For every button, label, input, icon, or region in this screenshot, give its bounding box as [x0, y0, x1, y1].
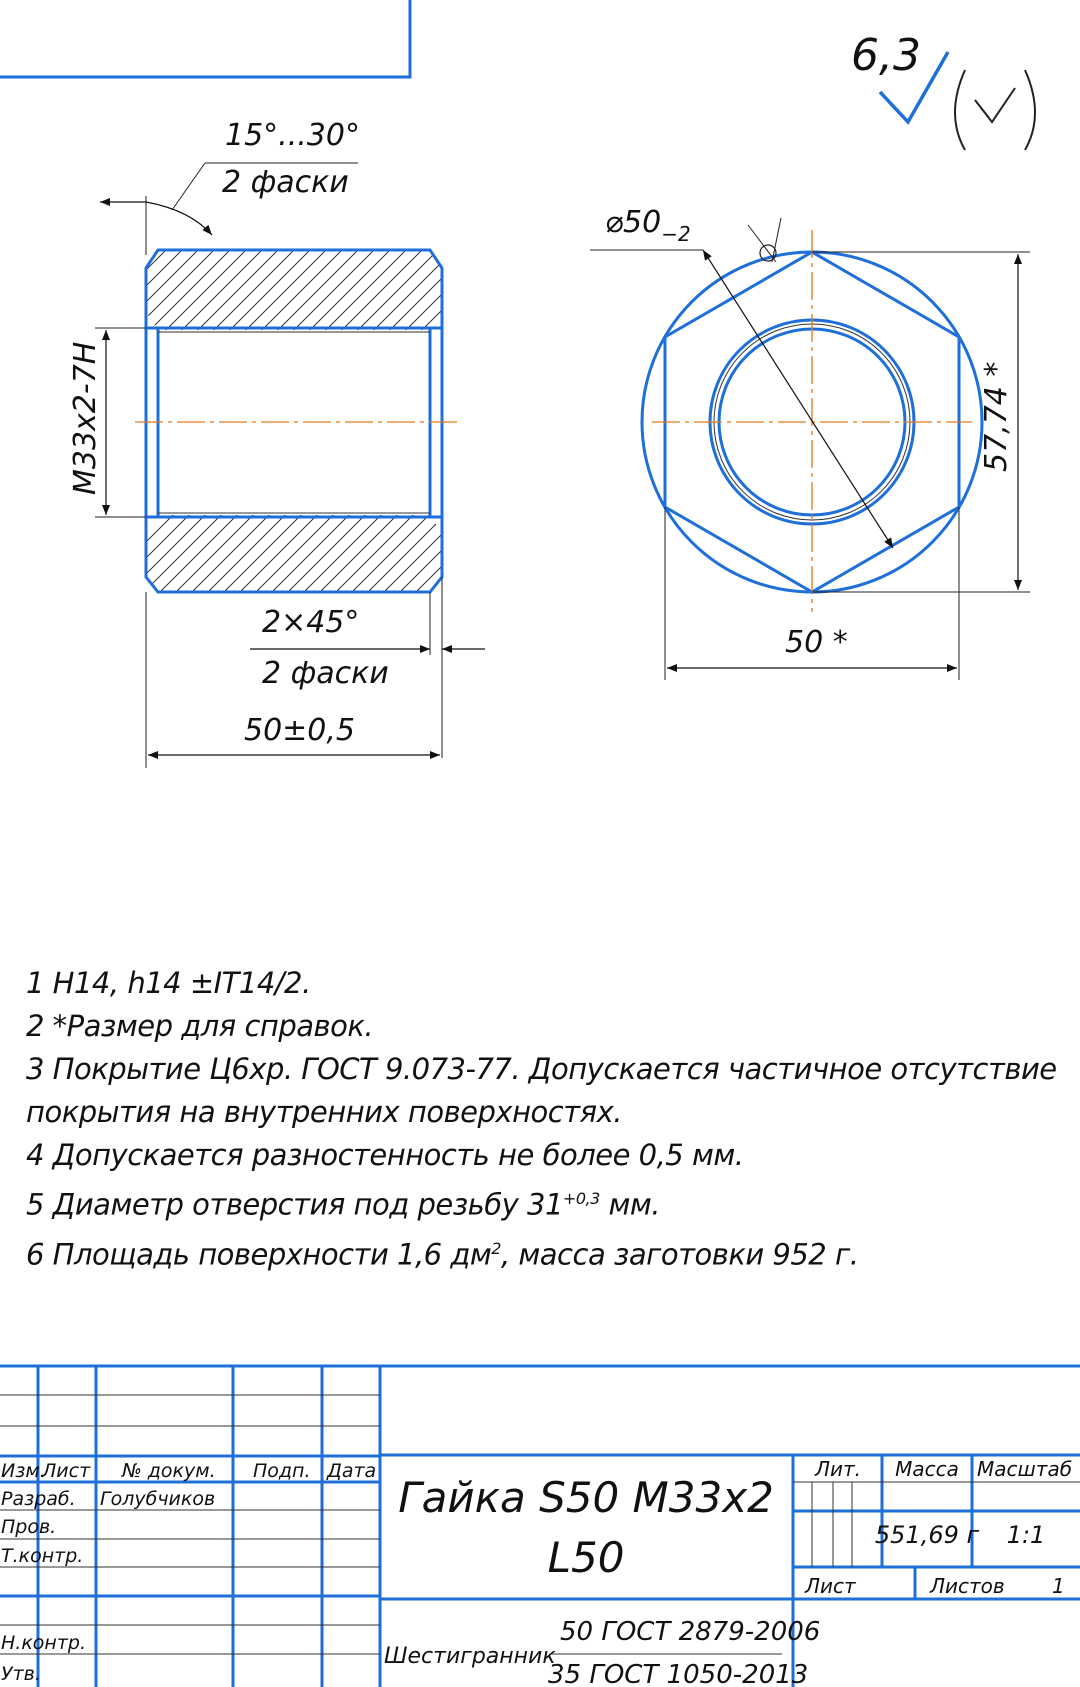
diameter-dimension: $⌀50_{-2}$ — [605, 205, 691, 246]
diameter-tolerance: −2 — [661, 222, 691, 246]
lit-label: Лит. — [814, 1457, 862, 1481]
scale-label: Масштаб — [977, 1457, 1073, 1481]
note-5: 5 Диаметр отверстия под резьбу $31^{+0,3}$ мм. — [26, 1187, 660, 1222]
sheet-label: Лист — [805, 1574, 856, 1598]
header-izm: Изм. — [1, 1460, 46, 1482]
note-6: 6 Площадь поверхности 1,6 $дм^2$, масса заготовки 952 г. — [26, 1237, 859, 1272]
height-dimension: 57,74 * — [979, 361, 1014, 472]
note-1: 1 H14, h14 ±IT14/2. — [26, 966, 311, 1000]
developer-name: Голубчиков — [100, 1488, 216, 1510]
scale-value: 1:1 — [1006, 1521, 1046, 1549]
thread-dimension: M33x2-7H — [68, 341, 103, 495]
role-tkontr: Т.контр. — [1, 1545, 84, 1567]
chamfer-size: 2×45° — [262, 605, 360, 640]
mass-label: Масса — [895, 1457, 959, 1481]
roughness-value: 6,3 — [851, 30, 921, 81]
note-4: 4 Допускается разностенность не более 0,5 мм. — [26, 1138, 744, 1172]
header-list: Лист — [42, 1460, 91, 1482]
part-title-line2: L50 — [547, 1533, 625, 1582]
chamfer-angle: 15°...30° — [225, 118, 360, 153]
role-prov: Пров. — [1, 1516, 57, 1538]
role-nkontr: Н.контр. — [1, 1632, 87, 1654]
material-top: 50 ГОСТ 2879-2006 — [560, 1617, 821, 1647]
note-3: 3 Покрытие Ц6хр. ГОСТ 9.073-77. Допускается частичное отсутствие — [26, 1052, 1057, 1086]
title-block-text — [1, 1457, 1072, 1687]
sheets-label: Листов — [930, 1574, 1005, 1598]
frame-corner — [0, 0, 410, 77]
role-razrab: Разраб. — [1, 1488, 76, 1510]
part-title-line1: Гайка S50 M33x2 — [398, 1473, 774, 1522]
note-6-exponent: 2 — [491, 1238, 501, 1258]
technical-notes — [26, 962, 1076, 1276]
sheets-value: 1 — [1052, 1574, 1065, 1598]
hatch-top — [146, 250, 442, 330]
length-dimension: 50±0,5 — [244, 713, 356, 748]
header-doc: № докум. — [122, 1460, 216, 1482]
mass-value: 551,69 г — [874, 1521, 980, 1549]
side-view — [68, 118, 485, 768]
header-podp: Подп. — [253, 1460, 311, 1482]
chamfer-note-top: 2 фаски — [222, 165, 349, 200]
header-date: Дата — [327, 1460, 377, 1482]
front-view — [590, 205, 1030, 680]
material-name: Шестигранник — [384, 1644, 556, 1669]
width-dimension: 50 * — [785, 625, 848, 660]
roughness-symbol — [851, 30, 1035, 150]
note-2: 2 *Размер для справок. — [26, 1009, 374, 1043]
role-utv: Утв. — [1, 1663, 41, 1685]
material-bottom: 35 ГОСТ 1050-2013 — [548, 1660, 809, 1687]
chamfer-note-bottom: 2 фаски — [262, 656, 389, 691]
note-5-tolerance: +0,3 — [562, 1189, 600, 1208]
hatch-bottom — [146, 515, 442, 592]
note-3-cont: покрытия на внутренних поверхностях. — [26, 1095, 622, 1129]
